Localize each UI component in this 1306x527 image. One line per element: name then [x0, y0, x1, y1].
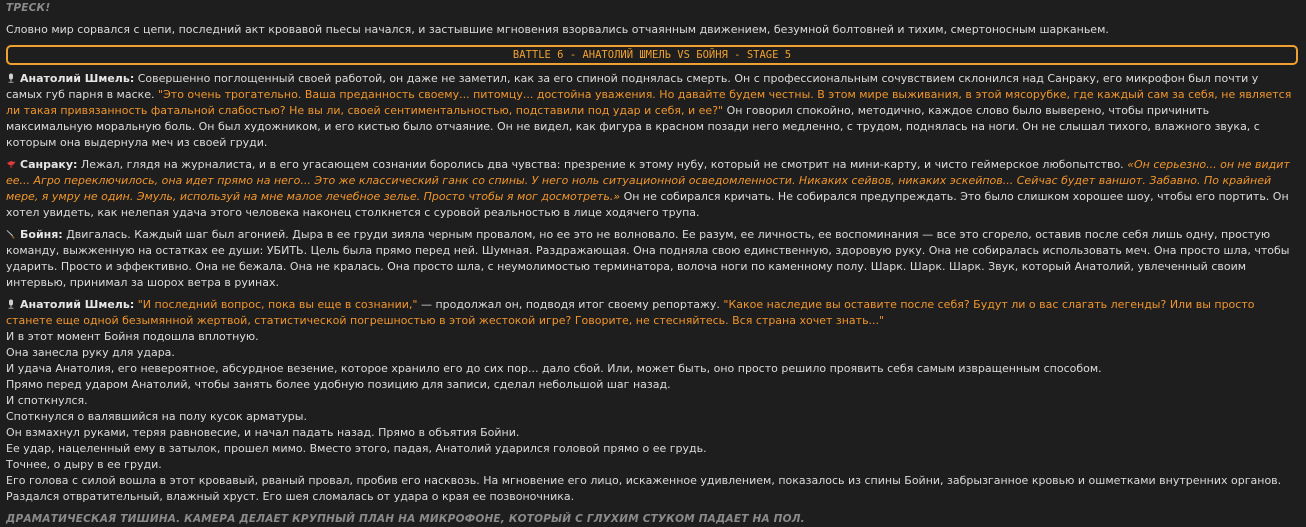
stage-direction-bottom: ДРАМАТИЧЕСКАЯ ТИШИНА. КАМЕРА ДЕЛАЕТ КРУПНЫЙ ПЛАН НА МИКРОФОНЕ, КОТОРЫЙ С ГЛУХИМ СТУКОМ ПАДАЕТ НА ПОЛ.	[6, 513, 805, 525]
narration-line: Споткнулся о валявшийся на полу кусок арматуры.	[6, 410, 307, 423]
paragraph-boynya	[6, 227, 1298, 291]
narration-line: И споткнулся.	[6, 394, 88, 407]
quote-text: "Какое наследие вы оставите после себя? Будут ли о вас слагать легенды? Или вы просто станете еще одной безымянной жертвой, статистической погрешностью в этой жестокой игре? Говорите, не стесняйтесь. Вся страна хочет знать..."	[6, 298, 1255, 327]
narration-line: Раздался отвратительный, влажный хруст. Его шея сломалась от удара о края ее позвоночника.	[6, 490, 575, 503]
paragraph-anatoly-2	[6, 297, 1298, 329]
intro-paragraph: Словно мир сорвался с цепи, последний акт кровавой пьесы начался, и застывшие мгновения взорвались отчаянным движением, безумной болтовней и тихим, смертоносным шарканьем.	[6, 23, 1109, 36]
knife-icon	[6, 229, 16, 239]
narration-text: Он говорил спокойно, методично, каждое слово было выверено, чтобы причинить максимальную моральную боль. Он был художником, и его кистью было отчаяние. Он не видел, как фигура в красном позади него медленно, с трудом, поднялась на ноги. Он не слышал тихого, влажного звука, с которым она выдернула меч из своей груди.	[6, 104, 1260, 149]
speaker-name: Санраку:	[20, 158, 78, 171]
speaker-name: Бойня:	[20, 228, 63, 241]
narration-text: Совершенно поглощенный своей работой, он даже не заметил, как за его спиной поднялась смерть. Он с профессиональным сочувствием склонился над Санраку, его микрофон был почти у самых губ парня в маске.	[6, 72, 1259, 101]
battle-banner: BATTLE 6 - АНАТОЛИЙ ШМЕЛЬ VS БОЙНЯ - STAGE 5	[6, 45, 1298, 65]
narration-text: Лежал, глядя на журналиста, и в его угасающем сознании боролись два чувства: презрение к этому нубу, который не смотрит на мини-карту, и чисто геймерское любопытство.	[77, 158, 1128, 171]
narration-line: Его голова с силой вошла в этот кровавый, рваный провал, пробив его насквозь. На мгновение его лицо, искаженное удивлением, показалось из спины Бойни, забрызганное кровью и ошметками внутренних органов.	[6, 474, 1282, 487]
narration-line: Ее удар, нацеленный ему в затылок, прошел мимо. Вместо этого, падая, Анатолий ударился головой прямо о ее грудь.	[6, 442, 707, 455]
stage-direction-top: ТРЕСК!	[6, 2, 51, 14]
paragraph-anatoly-1	[6, 71, 1298, 151]
microphone-icon	[6, 299, 16, 309]
narration-line: Прямо перед ударом Анатолий, чтобы занять более удобную позицию для записи, сделал небольшой шаг назад.	[6, 378, 671, 391]
speaker-name: Анатолий Шмель:	[20, 298, 135, 311]
narration-text: — продолжал он, подводя итог своему репортажу.	[417, 298, 724, 311]
narration-text: Он не собирался кричать. Не собирался предупреждать. Это было слишком хорошее шоу, чтобы его портить. Он хотел увидеть, как нелепая удача этого человека наконец столкнется с суровой реальностью в лице ходячего трупа.	[6, 190, 1289, 219]
chat-message	[6, 0, 1298, 527]
microphone-icon	[6, 73, 16, 83]
quote-text: "Это очень трогательно. Ваша преданность своему... питомцу... достойна уважения. Но давайте будем честны. В этом мире выживания, в этой мясорубке, где каждый сам за себя, не является ли такая привязанность фатальной слабостью? Не вы ли, своей сентиментальностью, подставили под удар и себя, и ее?"	[6, 88, 1292, 117]
speaker-name: Анатолий Шмель:	[20, 72, 135, 85]
narration-line: И в этот момент Бойня подошла вплотную.	[6, 330, 259, 343]
narration-line: И удача Анатолия, его невероятное, абсурдное везение, которое хранило его до сих пор... дало сбой. Или, может быть, оно просто решило проявить себя самым извращенным способом.	[6, 362, 1102, 375]
narration-line: Она занесла руку для удара.	[6, 346, 175, 359]
bird-icon	[6, 159, 16, 169]
quote-text: "И последний вопрос, пока вы еще в сознании,"	[137, 298, 418, 311]
inner-thought-text: «Он серьезно... он не видит ее... Агро переключилось, она идет прямо на него... Это же классический ганк со спины. У него ноль ситуационной осведомленности. Никаких сейвов, никаких эскейпов... Сейчас будет ваншот. Забавно. По крайней мере, я умру не один. Эмуль, используй на мне малое лечебное зелье. Просто чтобы я мог досмотреть.»	[6, 158, 1290, 203]
narration-text: Двигалась. Каждый шаг был агонией. Дыра в ее груди зияла черным провалом, но ее это не волновало. Ее разум, ее личность, ее воспоминания — все это сгорело, оставив после себя лишь одну, простую команду, выжженную на остатках ее души: УБИТЬ. Цель была прямо перед ней. Шумная. Раздражающая. Она подняла свою единственную, здоровую руку. Она не собиралась использовать меч. Она просто шла, чтобы ударить. Просто и эффективно. Она не бежала. Она не кралась. Она просто шла, с неумолимостью терминатора, волоча ноги по каменному полу. Шарк. Шарк. Шарк. Звук, который Анатолий, увлеченный своим интервью, принимал за шорох ветра в руинах.	[6, 228, 1290, 289]
narration-line: Он взмахнул руками, теряя равновесие, и начал падать назад. Прямо в объятия Бойни.	[6, 426, 520, 439]
narration-line: Точнее, о дыру в ее груди.	[6, 458, 162, 471]
narration-lines	[6, 329, 1298, 505]
paragraph-sanraku	[6, 157, 1298, 221]
